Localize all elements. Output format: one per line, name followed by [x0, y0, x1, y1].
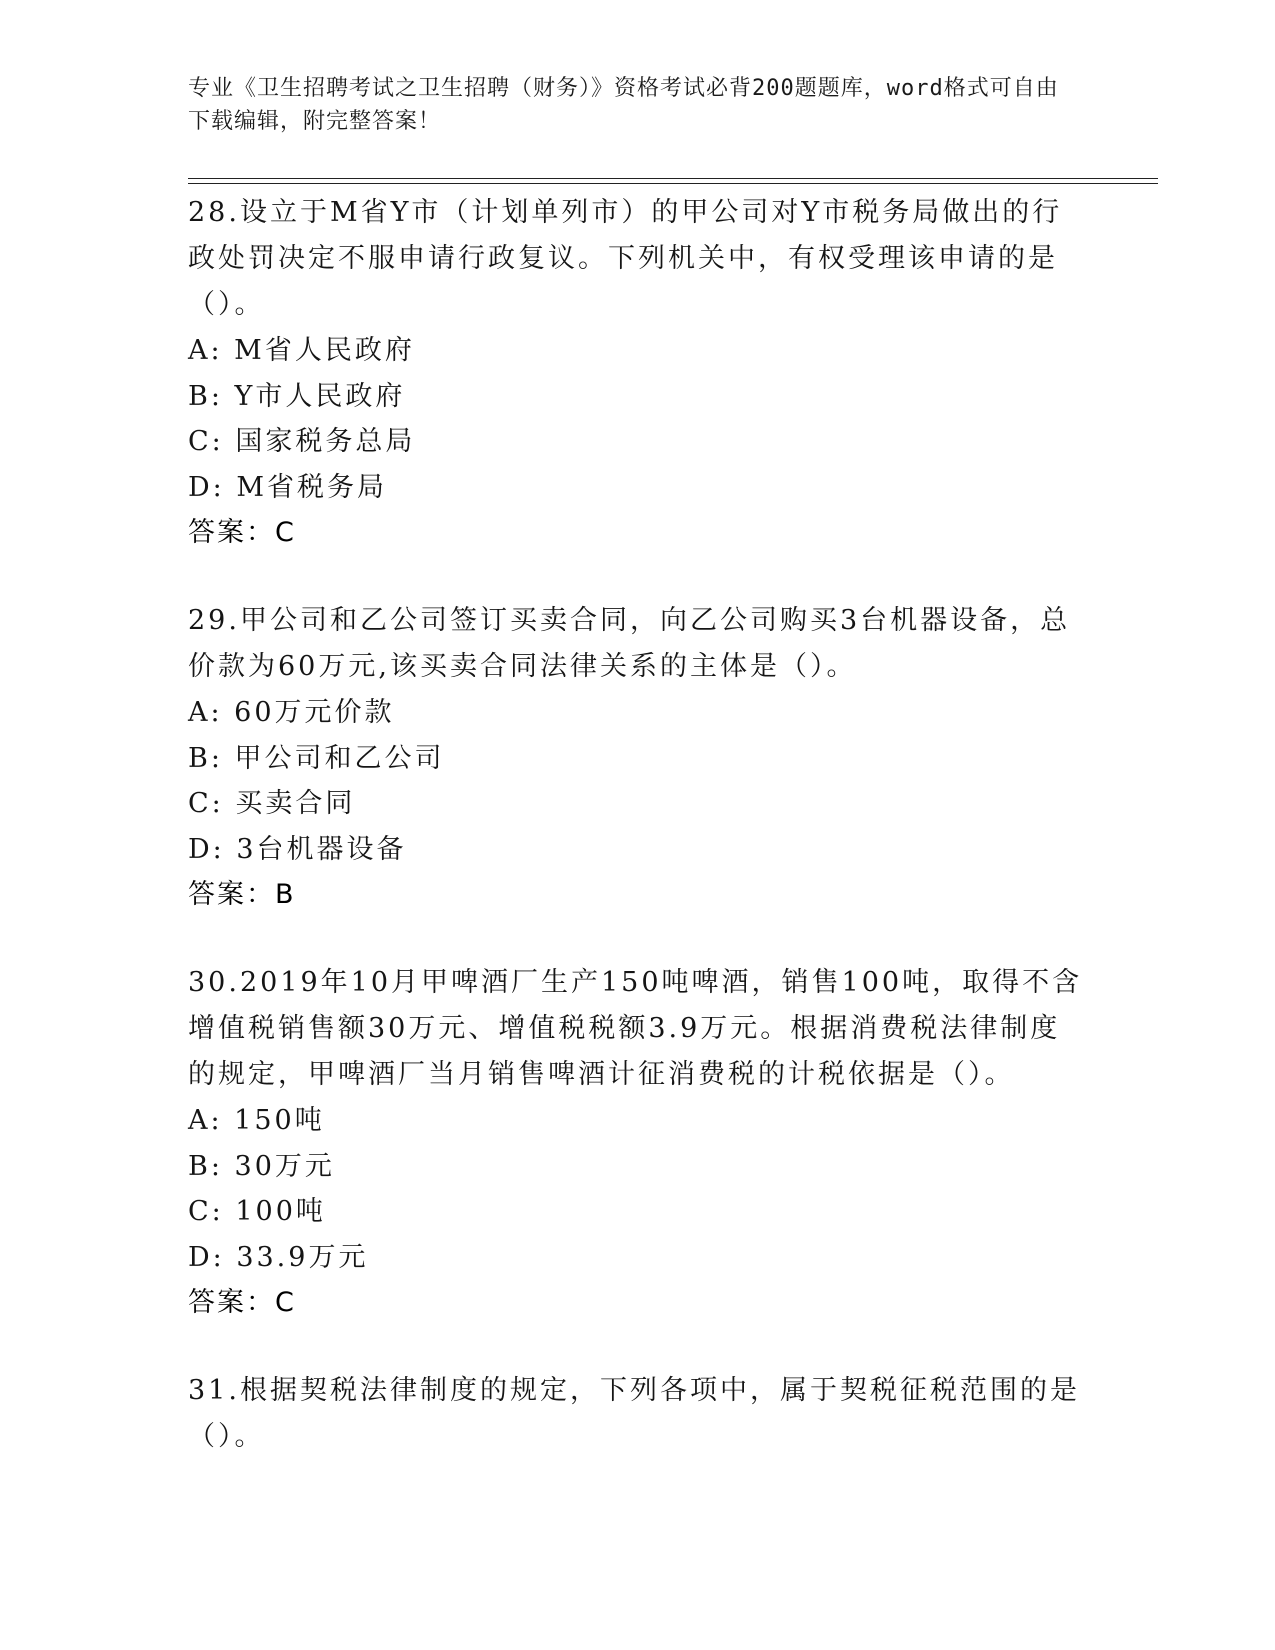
- question-stem: 28.设立于M省Y市（计划单列市）的甲公司对Y市税务局做出的行政处罚决定不服申请行政复议。下列机关中，有权受理该申请的是（）。: [188, 197, 1063, 320]
- option-a: A: M省人民政府: [188, 335, 415, 366]
- question-stem: 29.甲公司和乙公司签订买卖合同，向乙公司购买3台机器设备，总价款为60万元,该买卖合同法律关系的主体是（）。: [188, 605, 1071, 682]
- option-d: D: M省税务局: [188, 471, 387, 503]
- option-a: A: 150吨: [188, 1105, 325, 1136]
- option-b: B: 30万元: [188, 1150, 335, 1182]
- option-b: B: 甲公司和乙公司: [188, 742, 445, 774]
- question-29: [188, 598, 1088, 918]
- header-divider-bottom: [188, 183, 1158, 184]
- option-d: D: 33.9万元: [188, 1241, 369, 1273]
- answer-label: 答案：C: [188, 517, 296, 548]
- question-28: [188, 190, 1088, 556]
- option-c: C: 买卖合同: [188, 788, 356, 819]
- document-header: 专业《卫生招聘考试之卫生招聘（财务）》资格考试必背200题题库，word格式可自由下载编辑，附完整答案！: [188, 76, 1059, 134]
- question-30: [188, 960, 1088, 1326]
- question-31: [188, 1368, 1088, 1460]
- answer-label: 答案：C: [188, 1287, 296, 1318]
- option-c: C: 100吨: [188, 1196, 326, 1227]
- option-c: C: 国家税务总局: [188, 426, 416, 457]
- answer-label: 答案：B: [188, 879, 296, 910]
- option-b: B: Y市人民政府: [188, 380, 406, 412]
- question-list: [188, 190, 1088, 1502]
- question-stem: 31.根据契税法律制度的规定，下列各项中，属于契税征税范围的是（）。: [188, 1375, 1080, 1452]
- option-a: A: 60万元价款: [188, 697, 395, 728]
- question-stem: 30.2019年10月甲啤酒厂生产150吨啤酒，销售100吨，取得不含增值税销售额30万元、增值税税额3.9万元。根据消费税法律制度的规定，甲啤酒厂当月销售啤酒计征消费税的计税依据是（）。: [188, 967, 1083, 1090]
- option-d: D: 3台机器设备: [188, 833, 407, 865]
- header-divider-top: [188, 178, 1158, 179]
